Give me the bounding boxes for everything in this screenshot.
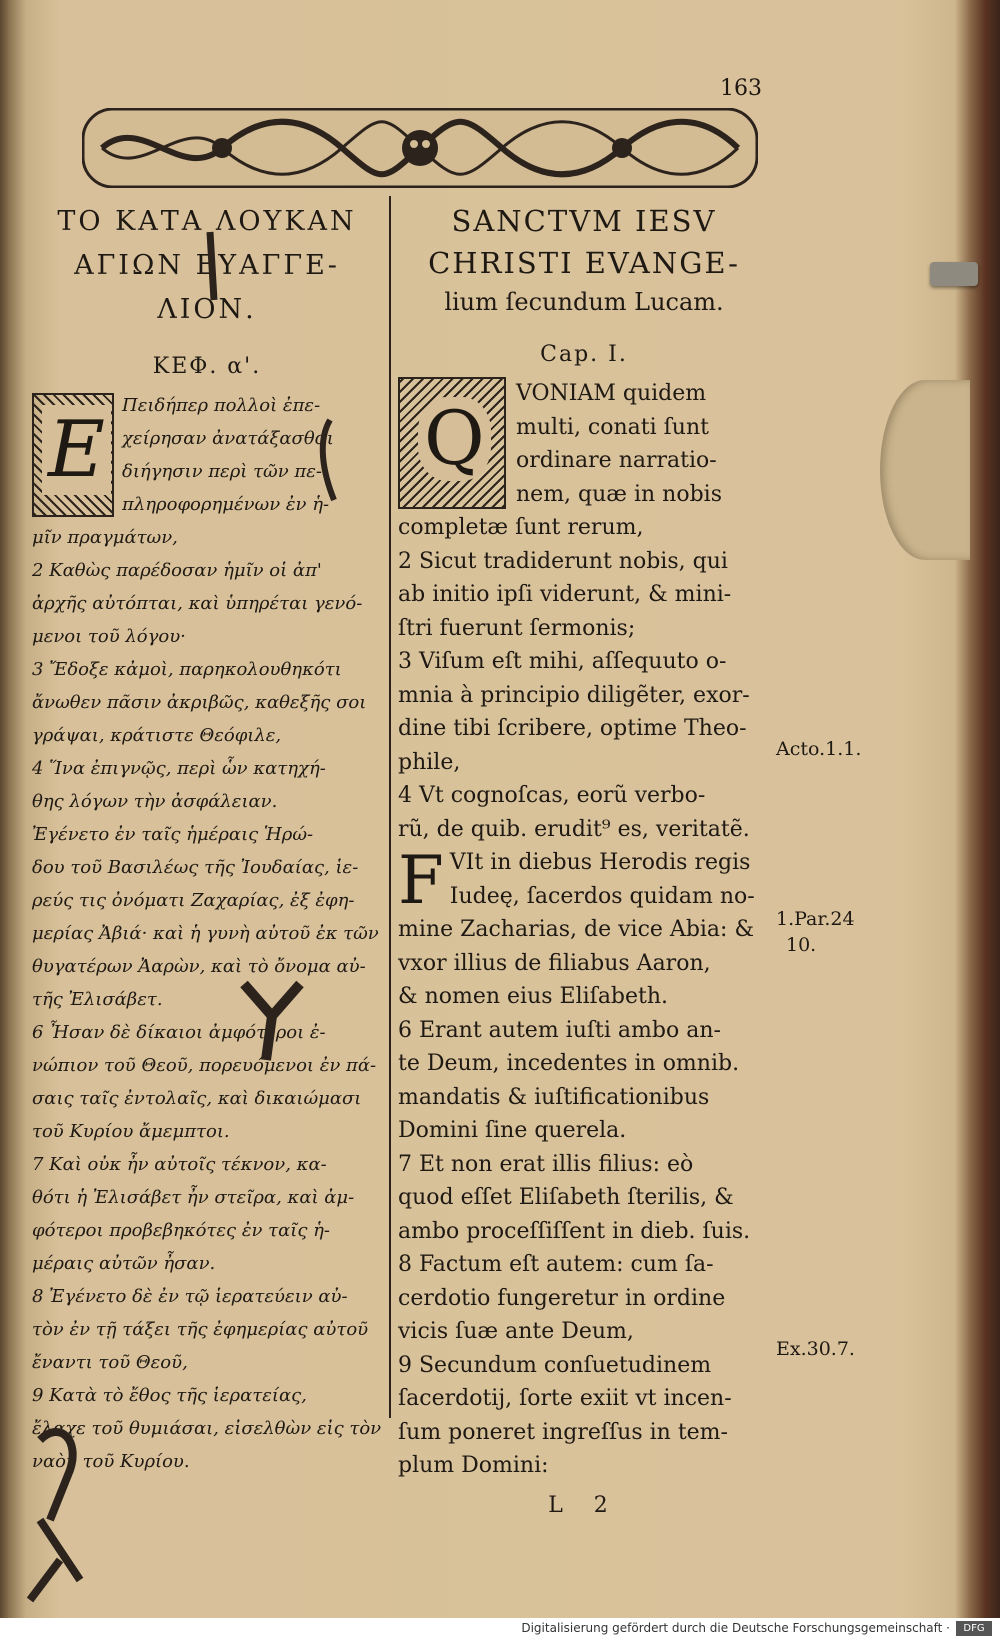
text-line: ab initio ipſi viderunt, & mini- [398,582,732,607]
text-line: μενοι τοῦ λόγου· [32,626,186,647]
text-line: 2 Καθὼς παρέδοσαν ἡμῖν οἱ ἀπ' [32,560,322,581]
text-line: μῖν πραγμάτων, [32,527,178,548]
greek-decorated-initial: Ε [32,393,114,517]
text-line: mandatis & iuſtificationibus [398,1084,710,1110]
text-line: θυγατέρων Ἀαρὼν, καὶ τὸ ὄνομα αὐ- [32,956,366,977]
text-line: ἔλαχε τοῦ θυμιάσαι, εἰσελθὼν εἰς τὸν [32,1418,382,1439]
text-line: γράψαι, κράτιστε Θεόφιλε, [32,725,282,746]
text-line: Iudeę, ſacerdos quidam no- [449,883,755,909]
digitization-footer [0,1618,1000,1640]
greek-title-line-1: ΤΟ ΚΑΤΑ ΛΟΥΚΑΝ [57,206,357,237]
greek-title-line-3: ΛΙΟΝ. [157,294,257,325]
margin-note-exodus: Ex.30.7. [776,1338,855,1360]
text-line: 7 Et non erat illis filius: eò [398,1151,694,1177]
footer-credit: Digitalisierung gefördert durch die Deutsche Forschungsgemeinschaft · [521,1621,950,1635]
text-line: Πειδήπερ πολλοὶ ἐπε- [122,395,321,416]
text-line: cerdotio fungeretur in ordine [398,1285,726,1311]
text-line: νώπιον τοῦ Θεοῦ, πορευόμενοι ἐν πά- [32,1055,377,1076]
latin-title-line-2: CHRISTI EVANGE- [428,246,740,280]
text-line: φότεροι προβεβηκότες ἐν ταῖς ἡ- [32,1220,330,1241]
text-line: 6 Ἦσαν δὲ δίκαιοι ἀμφότεροι ἐ- [32,1022,326,1043]
text-line: ſum poneret ingreſſus in tem- [398,1419,728,1445]
text-line: 2 Sicut tradiderunt nobis, qui [398,548,728,574]
text-line: vxor illius de filiabus Aaron, [398,950,711,976]
text-line: τῆς Ἐλισάβετ. [32,989,163,1010]
signature-mark: L 2 [548,1492,620,1518]
text-line: δου τοῦ Βασιλέως τῆς Ἰουδαίας, ἱε- [32,857,359,878]
text-line: & nomen eius Eliſabeth. [398,984,669,1009]
text-line: mnia à principio diligẽter, exor- [398,682,750,708]
latin-title-line-1: SANCTVM IESV [451,204,717,238]
text-line: ρεύς τις ὀνόματι Ζαχαρίας, ἐξ ἐφη- [32,890,355,911]
text-line: 4 Ἵνα ἐπιγνῷς, περὶ ὧν κατηχή- [32,758,326,779]
text-line: ambo proceſſiſſent in dieb. ſuis. [398,1218,751,1244]
text-line: 8 Factum eſt autem: cum ſa- [398,1252,714,1277]
text-line: completæ ſunt rerum, [398,515,644,540]
text-line: multi, conati ſunt [516,414,709,440]
text-line: ſtri fuerunt ſermonis; [398,615,636,641]
ink-stroke [210,232,214,300]
text-line: πληροφορημένων ἐν ἡ- [122,494,330,515]
text-line: ἔναντι τοῦ Θεοῦ, [32,1352,188,1373]
text-line: τὸν ἐν τῇ τάξει τῆς ἐφημερίας αὐτοῦ [32,1319,369,1340]
page-number: 163 [720,76,762,101]
text-line: θης λόγων τὴν ἀσφάλειαν. [32,791,278,812]
margin-note-paralipomenon: 1.Par.24 [776,908,855,930]
text-line: 6 Erant autem iuſti ambo an- [398,1017,721,1043]
text-line: μερίας Ἀβιά· καὶ ἡ γυνὴ αὐτοῦ ἐκ τῶν [32,923,379,944]
latin-title-line-3: lium ſecundum Lucam. [444,288,724,316]
greek-chapter-heading: ΚΕΦ. α'. [152,354,262,379]
text-line: διήγησιν περὶ τῶν πε- [122,461,322,482]
text-line: dine tibi ſcribere, optime Theo- [398,716,747,741]
text-line: θότι ἡ Ἐλισάβετ ἦν στεῖρα, καὶ ἀμ- [32,1187,355,1208]
text-line: 7 Καὶ οὐκ ἦν αὐτοῖς τέκνον, κα- [32,1154,327,1175]
text-line: Ἐγένετο ἐν ταῖς ἡμέραις Ἡρώ- [32,824,314,845]
text-line: ἄνωθεν πᾶσιν ἀκριβῶς, καθεξῆς σοι [32,692,367,713]
margin-note-verse: 10. [786,934,817,956]
text-line: μέραις αὐτῶν ἦσαν. [32,1253,216,1274]
latin-decorated-initial: Q [398,377,506,509]
ink-stroke [30,1432,80,1600]
text-line: phile, [398,749,461,775]
text-line: VONIAM quidem [516,381,707,406]
greek-title-line-2: ΑΓΙΩΝ ΕΥΑΓΓΕ- [74,250,340,281]
text-line: σαις ταῖς ἐντολαῖς, καὶ δικαιώμασι [32,1088,362,1109]
text-line: 4 Vt cognoſcas, eorũ verbo- [398,783,706,808]
text-line: 3 Viſum eſt mihi, aſſequuto o- [398,649,727,674]
text-line: rũ, de quib. erudit⁹ es, veritatẽ. [398,816,750,842]
text-line: ſacerdotij, ſorte exiit vt incen- [398,1386,732,1411]
text-line: ordinare narratio- [516,448,717,473]
text-line: 8 Ἐγένετο δὲ ἐν τῷ ἱερατεύειν αὐ- [32,1286,348,1307]
text-line: τοῦ Κυρίου ἄμεμπτοι. [32,1121,230,1142]
text-line: vicis ſuæ ante Deum, [398,1319,634,1344]
text-line: nem, quæ in nobis [516,481,722,507]
text-line: Domini ſine querela. [398,1118,627,1143]
text-line: mine Zacharias, de vice Abia: & [398,917,755,942]
ink-stroke [244,984,300,1060]
ink-stroke [323,420,334,500]
margin-note-acts: Acto.1.1. [776,738,862,760]
text-line: ναὸν τοῦ Κυρίου. [32,1451,190,1472]
dfg-logo: DFG [956,1621,992,1636]
text-line: ἀρχῆς αὐτόπται, καὶ ὑπηρέται γενό- [32,593,363,614]
text-line: VIt in diebus Herodis regis [449,850,751,875]
text-line: plum Domini: [398,1453,549,1478]
text-line: quod eſſet Eliſabeth ſterilis, & [398,1185,734,1210]
text-line: 9 Κατὰ τὸ ἔθος τῆς ἱερατείας, [32,1385,307,1406]
text-line: 3 Ἔδοξε κἀμοὶ, παρηκολουθηκότι [32,659,342,680]
text-line: te Deum, incedentes in omnib. [398,1051,740,1076]
text-line: χείρησαν ἀνατάξασθαι [122,428,334,449]
large-initial-f: F [398,846,444,913]
latin-chapter-heading: Cap. I. [540,342,628,367]
text-line: 9 Secundum conſuetudinem [398,1352,712,1378]
